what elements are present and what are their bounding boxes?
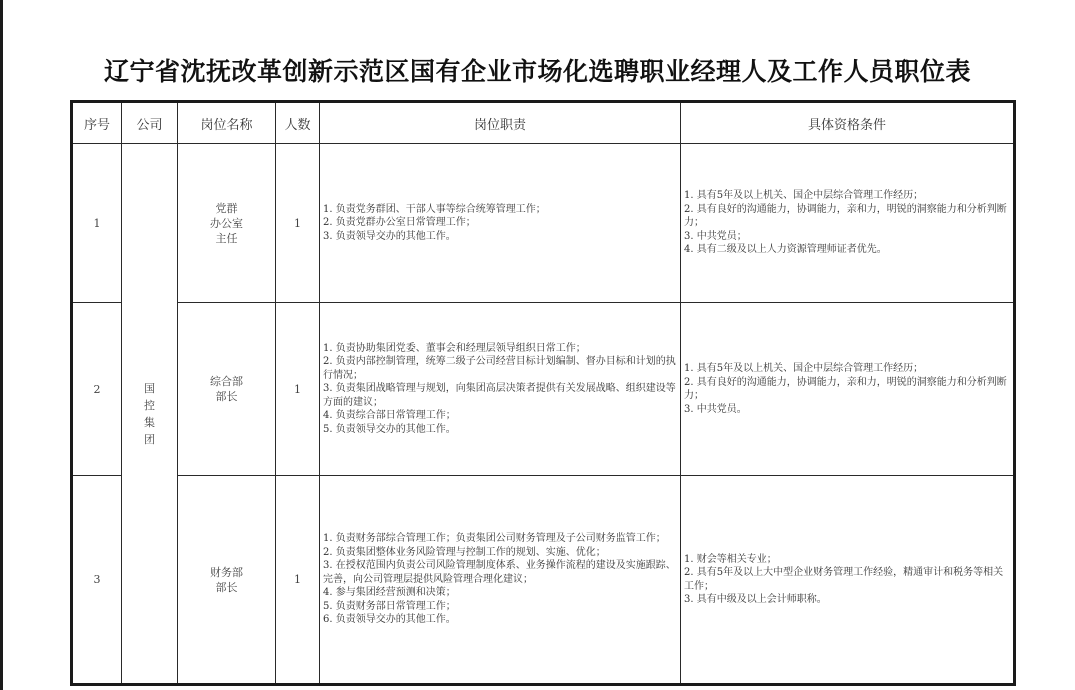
header-duties: 岗位职责 [320, 102, 681, 144]
position-name-line: 综合部 [210, 375, 243, 388]
header-company: 公司 [122, 102, 178, 144]
duties-cell [320, 476, 681, 685]
table-row [72, 144, 1015, 303]
company-char: 控 [144, 398, 155, 412]
duty-item: 4. 负责综合部日常管理工作； [323, 410, 456, 422]
duty-item: 1. 负责协助集团党委、董事会和经理层领导组织日常工作； [323, 342, 586, 354]
header-position: 岗位名称 [178, 102, 276, 144]
duties-cell [320, 303, 681, 476]
duty-item: 1. 负责财务部综合管理工作；负责集团公司财务管理及子公司财务监管工作； [323, 533, 666, 545]
headcount-cell: 1 [276, 476, 320, 685]
position-name-line: 部长 [215, 390, 238, 403]
duty-item: 4. 参与集团经营预测和决策； [323, 587, 456, 599]
duty-item: 2. 负责党群办公室日常管理工作； [323, 217, 476, 229]
duty-item: 5. 负责财务部日常管理工作； [323, 600, 456, 612]
document-title: 辽宁省沈抚改革创新示范区国有企业市场化选聘职业经理人及工作人员职位表 [103, 57, 971, 86]
position-name-line: 主任 [215, 231, 238, 245]
requirement-item: 2. 具有5年及以上大中型企业财务管理工作经验，精通审计和税务等相关工作； [684, 567, 1004, 592]
position-name-line: 财务部 [210, 565, 243, 579]
headcount-cell: 1 [276, 303, 320, 476]
position-name-cell [178, 303, 276, 476]
position-name-cell [178, 144, 276, 303]
requirement-item: 3. 具有中级及以上会计师职称。 [684, 594, 827, 605]
requirement-item: 2. 具有良好的沟通能力，协调能力，亲和力，明锐的洞察能力和分析判断力； [684, 376, 1007, 401]
duty-item: 3. 在授权范围内负责公司风险管理制度体系、业务操作流程的建设及实施跟踪、完善，向公司管理层提供风险管理合理化建议； [323, 560, 676, 585]
requirement-item: 2. 具有良好的沟通能力，协调能力，亲和力，明锐的洞察能力和分析判断力； [684, 203, 1007, 229]
table-row [72, 476, 1015, 685]
duty-item: 5. 负责领导交办的其他工作。 [323, 423, 456, 435]
duty-item: 1. 负责党务群团、干部人事等综合统筹管理工作； [323, 203, 546, 215]
position-name-cell [178, 476, 276, 685]
header-requirements: 具体资格条件 [681, 102, 1015, 144]
header-index: 序号 [72, 102, 122, 144]
requirement-item: 1. 具有5年及以上机关、国企中层综合管理工作经历； [684, 190, 924, 202]
table-row [72, 303, 1015, 476]
duty-item: 2. 负责内部控制管理，统筹二级子公司经营目标计划编制、督办目标和计划的执行情况； [323, 356, 676, 381]
requirement-item: 3. 中共党员； [684, 230, 747, 242]
row-index: 2 [72, 303, 122, 476]
duties-cell [320, 144, 681, 303]
duty-item: 3. 负责领导交办的其他工作。 [323, 230, 456, 242]
table-header-row [72, 102, 1015, 144]
headcount-cell: 1 [276, 144, 320, 303]
company-char: 国 [144, 381, 155, 395]
requirement-item: 4. 具有二级及以上人力资源管理师证者优先。 [684, 244, 887, 256]
requirements-cell [681, 144, 1015, 303]
row-index: 1 [72, 144, 122, 303]
position-name-line: 党群 [215, 201, 238, 215]
row-index: 3 [72, 476, 122, 685]
requirement-item: 1. 具有5年及以上机关、国企中层综合管理工作经历； [684, 363, 924, 374]
requirement-item: 3. 中共党员。 [684, 403, 747, 415]
company-cell [122, 144, 178, 685]
requirements-cell [681, 476, 1015, 685]
position-name-line: 办公室 [210, 216, 243, 230]
duty-item: 6. 负责领导交办的其他工作。 [323, 614, 456, 626]
requirement-item: 1. 财会等相关专业； [684, 553, 777, 565]
page-edge-divider [0, 0, 3, 690]
position-name-line: 部长 [215, 580, 238, 594]
company-char: 集 [144, 415, 155, 429]
header-headcount: 人数 [276, 102, 320, 144]
duty-item: 2. 负责集团整体业务风险管理与控制工作的规划、实施、优化； [323, 546, 606, 558]
requirements-cell [681, 303, 1015, 476]
company-char: 团 [144, 432, 155, 446]
duty-item: 3. 负责集团战略管理与规划，向集团高层决策者提供有关发展战略、组织建设等方面的建议； [323, 383, 676, 408]
positions-table [70, 100, 1016, 686]
